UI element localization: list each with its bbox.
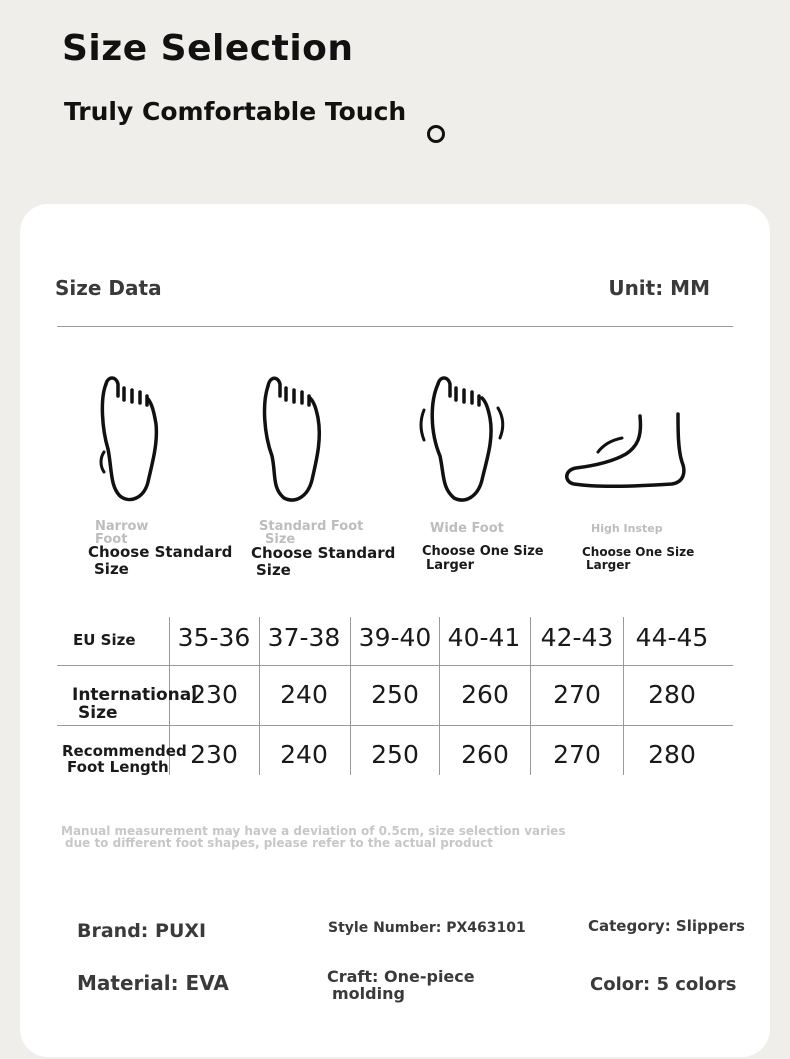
table-column-divider <box>623 617 624 775</box>
brand-info: Brand: PUXI <box>77 920 207 942</box>
table-cell: 44-45 <box>635 623 709 652</box>
size-card <box>20 204 770 1057</box>
foot-advice: Choose One Size Larger <box>582 545 695 572</box>
table-cell: 35-36 <box>177 623 251 652</box>
table-cell: 240 <box>280 680 328 709</box>
row-label-eu-size: EU Size <box>73 631 136 649</box>
table-cell: 270 <box>553 740 601 769</box>
foot-advice: Choose One Size Larger <box>422 544 544 573</box>
table-cell: 40-41 <box>447 623 521 652</box>
category-info: Category: Slippers <box>588 917 745 935</box>
material-info: Material: EVA <box>77 971 229 995</box>
page-subtitle: Truly Comfortable Touch <box>64 97 407 126</box>
table-cell: 39-40 <box>358 623 432 652</box>
table-cell: 230 <box>190 740 238 769</box>
foot-type-label: Standard Foot Size <box>259 519 364 547</box>
foot-advice: Choose Standard Size <box>251 544 396 579</box>
table-cell: 37-38 <box>267 623 341 652</box>
wide-foot-icon <box>416 374 512 504</box>
measurement-note: Manual measurement may have a deviation of 0.5cm, size selection varies due to different foot shapes, please refer to the actual product <box>61 824 566 850</box>
table-cell: 280 <box>648 680 696 709</box>
foot-type-label: Narrow Foot <box>95 519 149 547</box>
high-instep-icon <box>560 410 690 490</box>
table-cell: 260 <box>461 740 509 769</box>
table-divider <box>57 665 733 666</box>
table-cell: 260 <box>461 680 509 709</box>
size-data-label: Size Data <box>55 276 162 300</box>
foot-type-label: High Instep <box>591 522 663 535</box>
foot-advice: Choose Standard Size <box>88 543 233 578</box>
table-divider <box>57 725 733 726</box>
style-number-info: Style Number: PX463101 <box>328 920 526 936</box>
divider <box>57 326 733 327</box>
table-cell: 42-43 <box>540 623 614 652</box>
page-title: Size Selection <box>62 28 354 69</box>
table-cell: 250 <box>371 680 419 709</box>
craft-info: Craft: One-piece molding <box>327 967 475 1003</box>
table-column-divider <box>530 617 531 775</box>
foot-type-label: Wide Foot <box>430 521 504 536</box>
table-cell: 270 <box>553 680 601 709</box>
row-label-recommended-foot-length: Recommended Foot Length <box>62 742 187 776</box>
unit-label: Unit: MM <box>608 276 710 300</box>
narrow-foot-icon <box>96 374 166 504</box>
ring-icon <box>427 125 445 143</box>
row-label-international-size: International Size <box>72 685 198 723</box>
table-cell: 250 <box>371 740 419 769</box>
table-cell: 230 <box>190 680 238 709</box>
standard-foot-icon <box>258 374 328 504</box>
color-info: Color: 5 colors <box>590 974 737 995</box>
table-cell: 280 <box>648 740 696 769</box>
table-cell: 240 <box>280 740 328 769</box>
